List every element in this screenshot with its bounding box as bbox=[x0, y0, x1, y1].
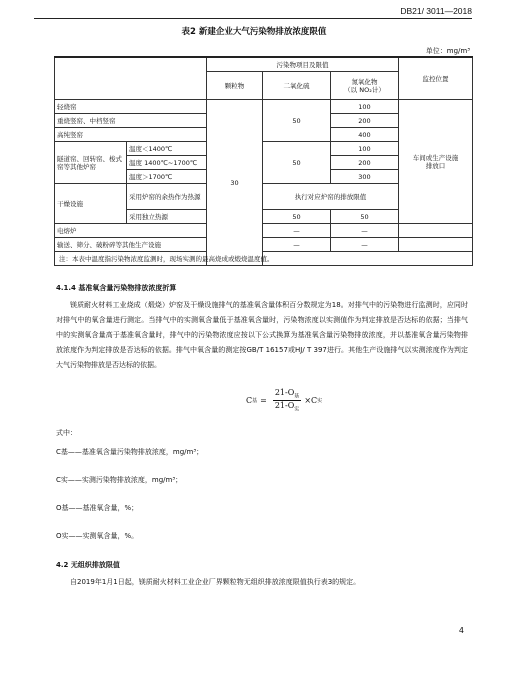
particulate-value: 30 bbox=[207, 100, 263, 266]
page-number: 4 bbox=[458, 626, 464, 635]
so2-header: 二氧化硫 bbox=[263, 72, 331, 100]
section-paragraph: 镁质耐火材料工业烧成（煅烧）炉窑及干燥设施排气的基准氧含量体积百分数规定为18。对排气中的污染物进行监测时，应同时对排气中的氧含量进行测定。当排气中的实测氧含量低于基准氧含量时，污染物浓度以实测值作为判定排放是否达标的依据；当排气中的实测氧含量高于基准氧含量时，排气中的污染物浓度应按以下公式换算为基准氧含量污染物排放浓度，并以基准氧含量污染物排放浓度作为判定排放是否达标的依据。排气中氧含量的测定按GB/T 16157或HJ/ T 397进行。其他生产设施排气以实测浓度作为判定大气污染物排放是否达标的依据。 bbox=[56, 301, 468, 369]
drying-follow-kiln-limit: 执行对应炉窑的排放限值 bbox=[263, 184, 399, 210]
header-rule bbox=[34, 18, 472, 19]
formula-sub: 基 bbox=[252, 397, 258, 404]
row-drying-facility: 干燥设施 bbox=[55, 184, 127, 224]
row-high-purity-kiln: 高纯竖窑 bbox=[55, 128, 207, 142]
header-code: DB21/ 3011—2018 bbox=[400, 6, 472, 16]
temp-range-3: 温度＞1700℃ bbox=[127, 170, 207, 184]
section-heading: 4.1.4 基准氧含量污染物排放浓度折算 bbox=[56, 284, 177, 292]
monitor-empty bbox=[399, 238, 473, 252]
so2-dash: — bbox=[263, 238, 331, 252]
nox-value: 100 bbox=[331, 142, 399, 156]
particulate-header: 颗粒物 bbox=[207, 72, 263, 100]
nox-dash: — bbox=[331, 224, 399, 238]
nox-value: 200 bbox=[331, 156, 399, 170]
nox-dash: — bbox=[331, 238, 399, 252]
temp-range-2: 温度 1400℃~1700℃ bbox=[127, 156, 207, 170]
row-light-kiln: 轻烧窑 bbox=[55, 100, 207, 114]
formula-times: ×C bbox=[304, 395, 318, 405]
so2-value-drying: 50 bbox=[263, 210, 331, 224]
oxygen-conversion-formula bbox=[246, 388, 322, 412]
where-label: 式中： bbox=[56, 429, 77, 437]
formula-c: C bbox=[246, 395, 253, 405]
so2-dash: — bbox=[263, 224, 331, 238]
monitor-location: 车间或生产设施 排放口 bbox=[399, 100, 473, 224]
formula-fraction: $\frac{21-O_基}{21-O_实}$ bbox=[274, 388, 300, 413]
nox-value: 300 bbox=[331, 170, 399, 184]
nox-value: 400 bbox=[331, 128, 399, 142]
formula-times-sub: 实 bbox=[317, 397, 323, 404]
section-paragraph: 自2019年1月1日起，镁质耐火材料工业企业厂界颗粒物无组织排放浓度限值执行表3的规定。 bbox=[70, 578, 361, 586]
temp-range-1: 温度＜1400℃ bbox=[127, 142, 207, 156]
table-note: 注：本表中温度指污染物浓度监测时，现场实测的最高烧成或煅烧温度值。 bbox=[55, 252, 473, 266]
so2-value-shaft: 50 bbox=[263, 100, 331, 142]
definition-line: C基——基准氧含量污染物排放浓度，mg/m³； bbox=[56, 448, 204, 456]
table-title: 表2 新建企业大气污染物排放浓度限值 bbox=[181, 27, 327, 37]
row-conveying: 输送、筛分、破粉碎等其他生产设施 bbox=[55, 238, 207, 252]
nox-value: 200 bbox=[331, 114, 399, 128]
definition-line: O实——实测氧含量，%。 bbox=[56, 532, 139, 540]
row-arc-furnace: 电熔炉 bbox=[55, 224, 207, 238]
corner-cell bbox=[55, 57, 207, 100]
section-heading: 4.2 无组织排放限值 bbox=[56, 561, 120, 569]
monitor-header: 监控位置 bbox=[399, 57, 473, 100]
pollutant-group-header: 污染物项目及限值 bbox=[207, 57, 399, 72]
row-tunnel-kiln: 隧道窑、回转窑、梭式窑等其他炉窑 bbox=[55, 142, 127, 184]
monitor-empty bbox=[399, 224, 473, 238]
table-unit: 单位：mg/m³ bbox=[425, 47, 470, 55]
definition-line: C实——实测污染物排放浓度，mg/m³； bbox=[56, 476, 183, 484]
nox-header: 氮氧化物 （以 NO₂计） bbox=[331, 72, 399, 100]
formula-eq: = bbox=[260, 395, 267, 405]
drying-independent-heat: 采用独立热源 bbox=[127, 210, 207, 224]
nox-value: 100 bbox=[331, 100, 399, 114]
definition-line: O基——基准氧含量，%； bbox=[56, 504, 139, 512]
drying-waste-heat: 采用炉窑的余热作为热源 bbox=[127, 184, 207, 210]
so2-value-tunnel: 50 bbox=[263, 142, 331, 184]
nox-value: 50 bbox=[331, 210, 399, 224]
emission-limits-table bbox=[54, 56, 473, 266]
row-heavy-kiln: 重烧竖窑、中档竖窑 bbox=[55, 114, 207, 128]
